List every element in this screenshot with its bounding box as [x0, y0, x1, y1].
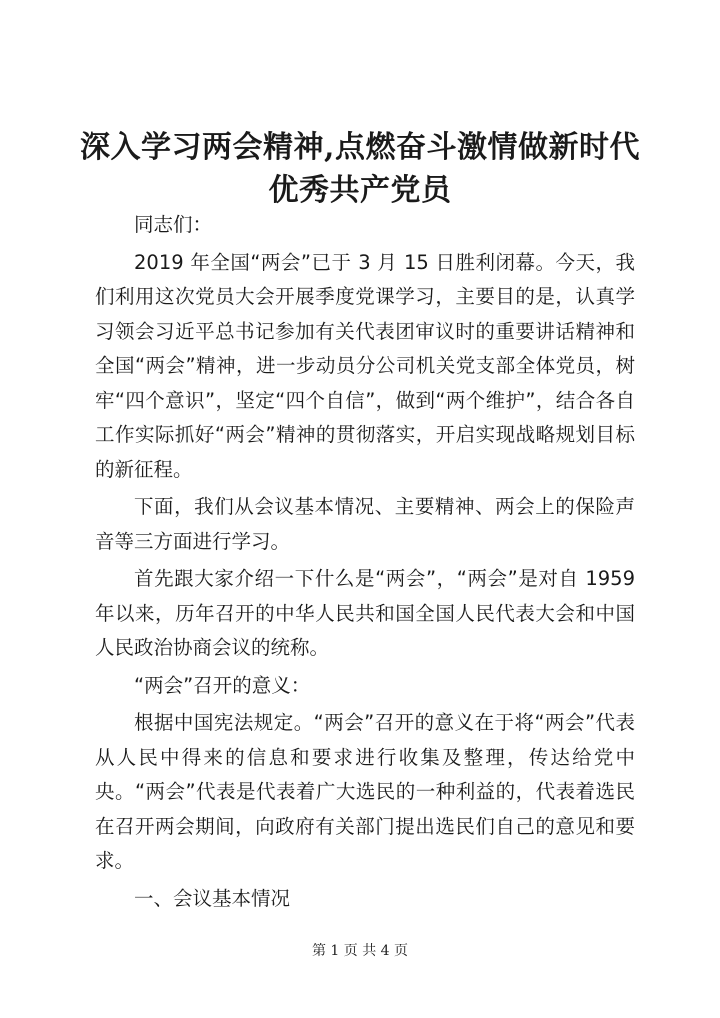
paragraph-significance-heading: “两会”召开的意义： — [134, 673, 311, 697]
paragraph-outline: 下面，我们从会议基本情况、主要精神、两会上的保险声音等三方面进行学习。 — [95, 495, 635, 553]
document-body — [95, 208, 635, 919]
section-heading-basic-info: 一、会议基本情况 — [134, 886, 291, 910]
paragraph-significance: 根据中国宪法规定。“两会”召开的意义在于将“两会”代表从人民中得来的信息和要求进行收集及整理，传达给党中央。“两会”代表是代表着广大选民的一种利益的，代表着选民在召开两会期间，向政府有关部门提出选民们自己的意见和要求。 — [95, 711, 635, 872]
paragraph-definition: 首先跟大家介绍一下什么是“两会”，“两会”是对自 1959 年以来，历年召开的中华人民共和国全国人民代表大会和中国人民政治协商会议的统称。 — [95, 567, 635, 659]
page-footer: 第 1 页 共 4 页 — [311, 943, 409, 959]
paragraph-intro: 2019 年全国“两会”已于 3 月 15 日胜利闭幕。今天，我们利用这次党员大会开展季度党课学习，主要目的是，认真学习领会习近平总书记参加有关代表团审议时的重要讲话精神和全国“两会”精神，进一步动员分公司机关党支部全体党员，树牢“四个意识”，坚定“四个自信”，做到“两个维护”，结合各自工作实际抓好“两会”精神的贯彻落实，开启实现战略规划目标的新征程。 — [95, 250, 635, 481]
paragraph-salutation: 同志们： — [134, 213, 213, 236]
document-title: 深入学习两会精神,点燃奋斗激情做新时代优秀共产党员 — [80, 130, 640, 208]
